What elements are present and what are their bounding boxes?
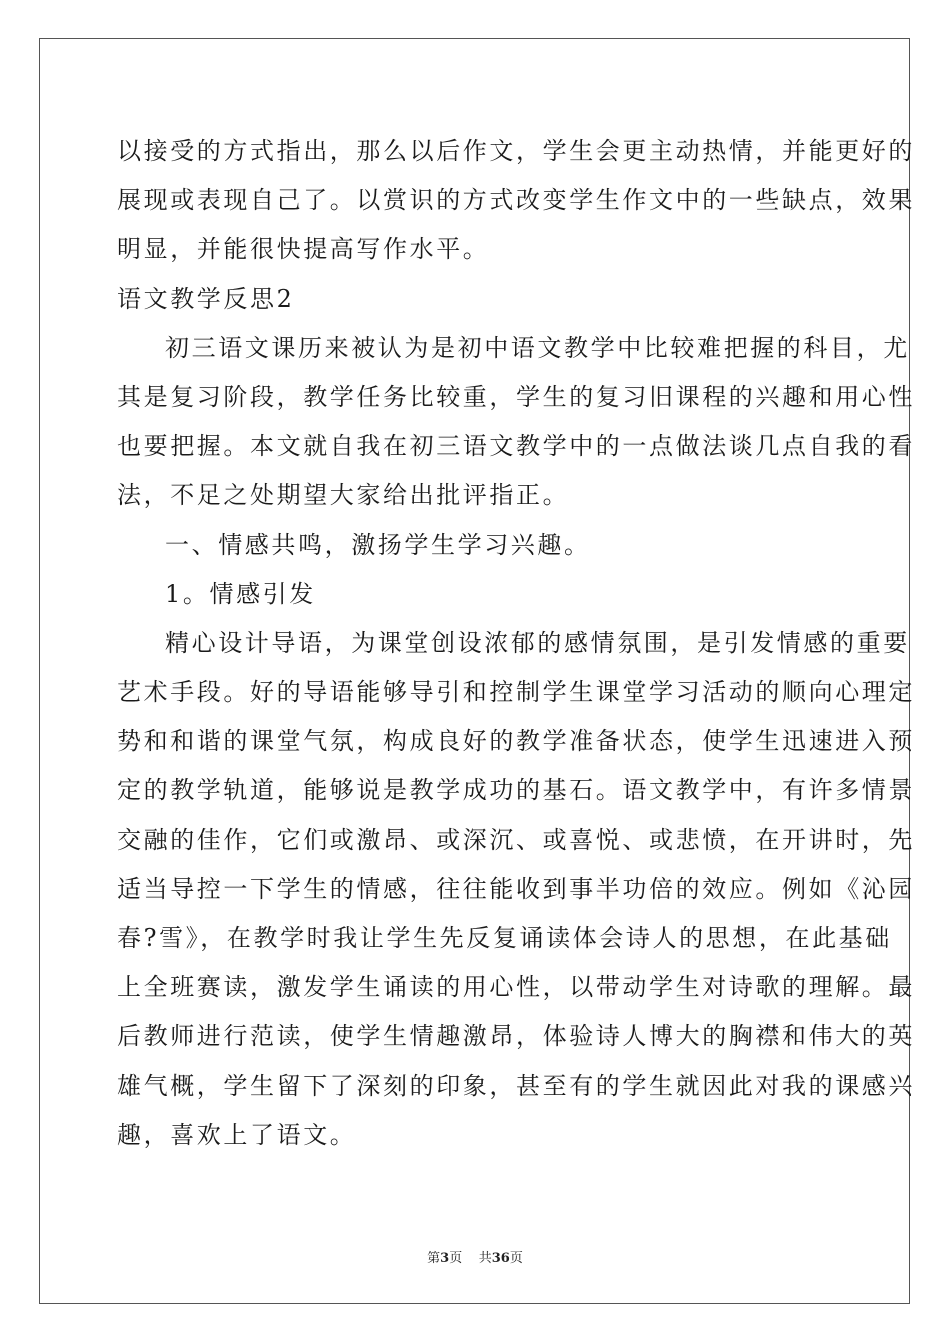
text-line: 交融的佳作，它们或激昂、或深沉、或喜悦、或悲愤，在开讲时，先 <box>117 825 915 854</box>
text-line: 明显，并能很快提高写作水平。 <box>117 235 490 264</box>
text-line: 也要把握。本文就自我在初三语文教学中的一点做法谈几点自我的看 <box>117 432 915 461</box>
footer-page-current: 3 <box>440 1251 450 1266</box>
text-line: 上全班赛读，激发学生诵读的用心性，以带动学生对诗歌的理解。最 <box>117 973 915 1002</box>
text-line: 势和和谐的课堂气氛，构成良好的教学准备状态，使学生迅速进入预 <box>117 727 915 756</box>
text-line: 雄气概，学生留下了深刻的印象，甚至有的学生就因此对我的课感兴 <box>117 1071 915 1100</box>
text-line: 后教师进行范读，使学生情趣激昂，体验诗人博大的胸襟和伟大的英 <box>117 1022 915 1051</box>
text-line: 适当导控一下学生的情感，往往能收到事半功倍的效应。例如《沁园 <box>117 874 915 903</box>
text-line: 其是复习阶段，教学任务比较重，学生的复习旧课程的兴趣和用心性 <box>117 382 915 411</box>
text-line: 初三语文课历来被认为是初中语文教学中比较难把握的科目，尤 <box>165 333 910 362</box>
page-footer <box>0 1247 950 1266</box>
text-line: 1。情感引发 <box>165 579 316 608</box>
text-line: 展现或表现自己了。以赏识的方式改变学生作文中的一些缺点，效果 <box>117 186 915 215</box>
footer-page-total: 36 <box>491 1251 510 1266</box>
text-line: 法，不足之处期望大家给出批评指正。 <box>117 481 570 510</box>
footer-page-prefix: 第 <box>427 1251 441 1266</box>
document-body <box>117 127 915 1160</box>
footer-page-unit: 页 <box>449 1251 463 1266</box>
text-line: 一、情感共鸣，激扬学生学习兴趣。 <box>165 530 591 559</box>
footer-total-unit: 页 <box>509 1251 523 1266</box>
text-line: 以接受的方式指出，那么以后作文，学生会更主动热情，并能更好的 <box>117 137 915 165</box>
text-line: 春?雪》，在教学时我让学生先反复诵读体会诗人的思想，在此基础 <box>117 924 892 952</box>
footer-total-prefix: 共 <box>478 1251 492 1266</box>
text-line: 精心设计导语，为课堂创设浓郁的感情氛围，是引发情感的重要 <box>165 628 910 657</box>
text-line: 定的教学轨道，能够说是教学成功的基石。语文教学中，有许多情景 <box>117 776 915 805</box>
text-line: 趣，喜欢上了语文。 <box>117 1120 357 1149</box>
text-line: 艺术手段。好的导语能够导引和控制学生课堂学习活动的顺向心理定 <box>117 678 915 707</box>
text-line: 语文教学反思2 <box>117 284 295 313</box>
